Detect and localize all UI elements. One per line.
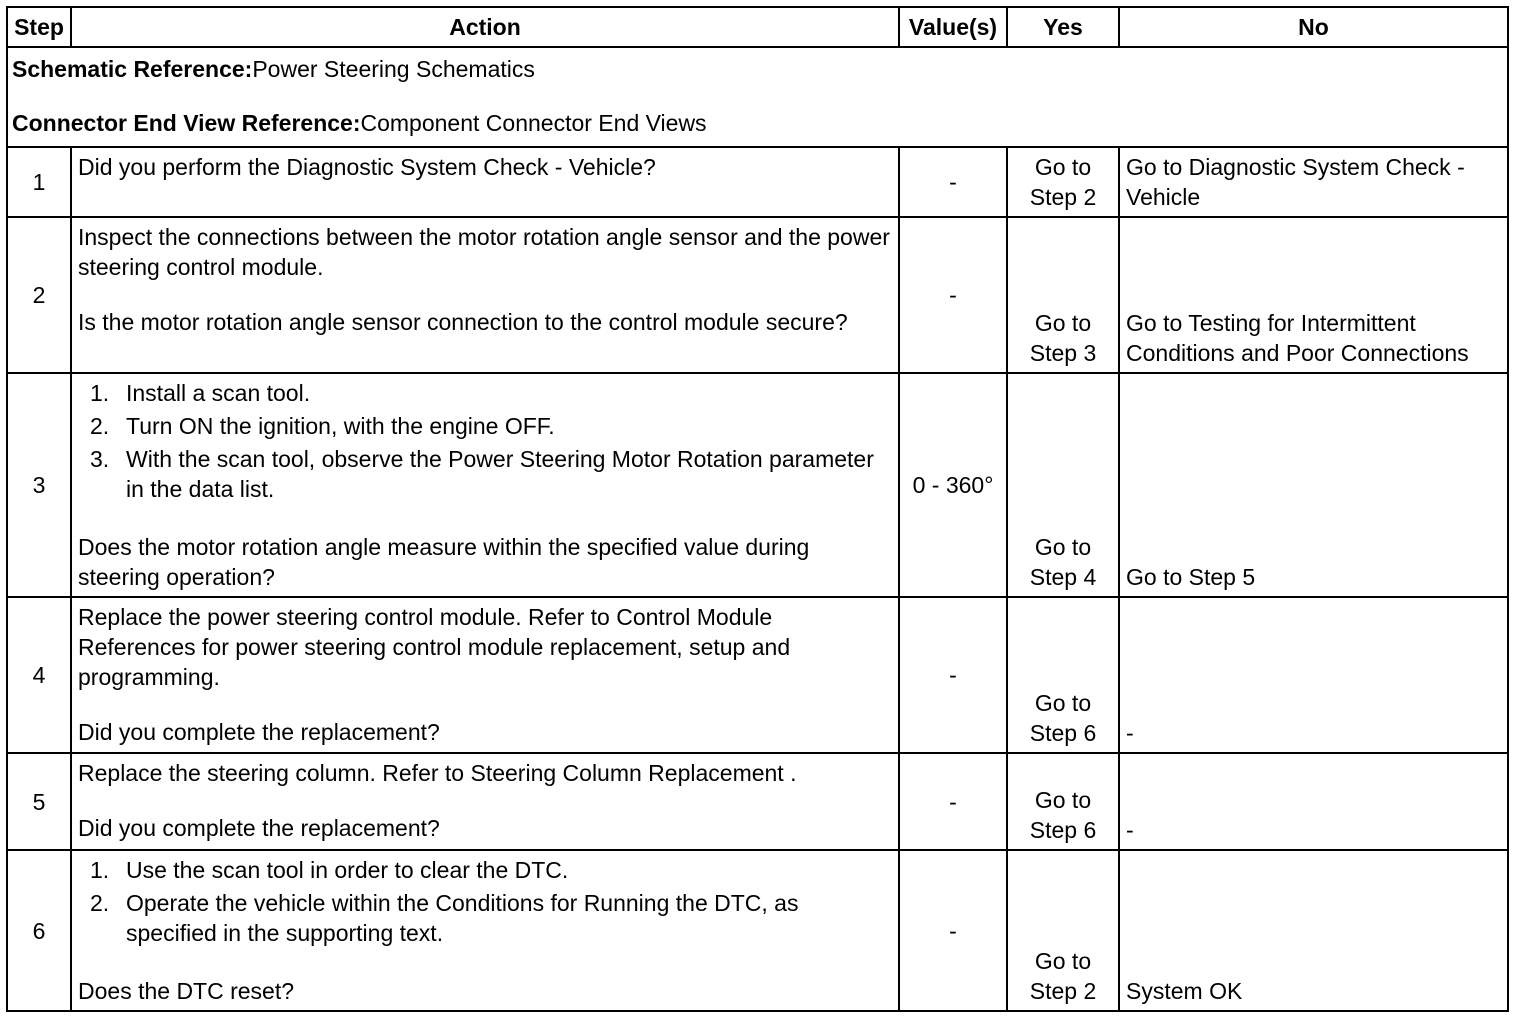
table-row [7, 217, 1508, 373]
list-item: 1. Install a scan tool. [90, 380, 311, 406]
yes-cell[interactable] [1007, 217, 1119, 373]
yes-cell[interactable] [1007, 850, 1119, 1011]
no-cell: System OK [1119, 850, 1508, 1011]
table-row [7, 147, 1508, 217]
connector-reference-label: Connector End View Reference: [12, 110, 361, 136]
yes-cell[interactable] [1007, 147, 1119, 217]
yes-goto: Go to [1034, 690, 1092, 716]
step-number: 1 [7, 147, 71, 217]
action-text: Replace the power steering control module. Refer to Control Module References for power steering control module replacement, setup and programming. [78, 604, 791, 690]
action-steps-list [78, 855, 892, 948]
value-cell: - [899, 850, 1007, 1011]
action-question: Did you complete the replacement? [78, 815, 440, 841]
yes-step: Step 6 [1029, 817, 1097, 843]
value-cell: - [899, 597, 1007, 753]
connector-reference [12, 108, 1503, 138]
reference-spacer [12, 84, 1503, 108]
header-row [7, 7, 1508, 47]
action-cell [71, 850, 899, 1011]
header-action: Action [71, 7, 899, 47]
value-cell: - [899, 217, 1007, 373]
table-row [7, 373, 1508, 597]
list-item: 3. With the scan tool, observe the Power Steering Motor Rotation parameter in the data list. [90, 446, 874, 502]
list-item: 1. Use the scan tool in order to clear the DTC. [90, 857, 569, 883]
action-question: Did you complete the replacement? [78, 719, 440, 745]
header-yes: Yes [1007, 7, 1119, 47]
action-cell [71, 753, 899, 850]
yes-cell[interactable] [1007, 753, 1119, 850]
yes-step: Step 2 [1029, 978, 1097, 1004]
action-text: Inspect the connections between the motor rotation angle sensor and the power steering control module. [78, 224, 890, 280]
action-cell [71, 217, 899, 373]
step-number: 3 [7, 373, 71, 597]
schematic-reference [12, 54, 1503, 84]
no-cell[interactable]: Go to Diagnostic System Check - Vehicle [1119, 147, 1508, 217]
header-values: Value(s) [899, 7, 1007, 47]
step-number: 2 [7, 217, 71, 373]
action-question: Does the motor rotation angle measure within the specified value during steering operation? [78, 534, 810, 590]
table-row [7, 850, 1508, 1011]
yes-step: Step 2 [1029, 184, 1097, 210]
action-cell [71, 597, 899, 753]
table-row [7, 597, 1508, 753]
list-item: 2. Operate the vehicle within the Conditions for Running the DTC, as specified in the supporting text. [90, 890, 799, 946]
reference-row [7, 47, 1508, 147]
no-cell[interactable]: Go to Testing for Intermittent Conditions and Poor Connections [1119, 217, 1508, 373]
yes-cell[interactable] [1007, 597, 1119, 753]
yes-step: Step 3 [1029, 340, 1097, 366]
yes-goto: Go to [1034, 534, 1092, 560]
value-cell: - [899, 147, 1007, 217]
schematic-reference-link[interactable]: Power Steering Schematics [252, 56, 535, 82]
list-item: 2. Turn ON the ignition, with the engine OFF. [90, 413, 555, 439]
step-number: 5 [7, 753, 71, 850]
table-row [7, 753, 1508, 850]
yes-goto: Go to [1034, 948, 1092, 974]
yes-goto: Go to [1034, 787, 1092, 813]
no-cell: - [1119, 753, 1508, 850]
no-cell[interactable]: Go to Step 5 [1119, 373, 1508, 597]
yes-goto: Go to [1034, 310, 1092, 336]
step-number: 4 [7, 597, 71, 753]
action-cell [71, 373, 899, 597]
action-question: Does the DTC reset? [78, 978, 295, 1004]
diagnostic-table-wrapper [6, 6, 1509, 1012]
reference-cell [7, 47, 1508, 147]
value-cell: 0 - 360° [899, 373, 1007, 597]
action-question: Is the motor rotation angle sensor connection to the control module secure? [78, 309, 848, 335]
no-cell: - [1119, 597, 1508, 753]
diagnostic-table [6, 6, 1509, 1012]
connector-reference-link[interactable]: Component Connector End Views [360, 110, 707, 136]
action-text: Replace the steering column. Refer to Steering Column Replacement . [78, 760, 797, 786]
action-steps-list [78, 378, 892, 504]
value-cell: - [899, 753, 1007, 850]
action-question: Did you perform the Diagnostic System Check - Vehicle? [78, 154, 656, 180]
yes-step: Step 6 [1029, 720, 1097, 746]
schematic-reference-label: Schematic Reference: [12, 56, 253, 82]
action-cell [71, 147, 899, 217]
header-step: Step [7, 7, 71, 47]
step-number: 6 [7, 850, 71, 1011]
yes-goto: Go to [1034, 154, 1092, 180]
yes-cell[interactable] [1007, 373, 1119, 597]
header-no: No [1119, 7, 1508, 47]
yes-step: Step 4 [1029, 564, 1097, 590]
